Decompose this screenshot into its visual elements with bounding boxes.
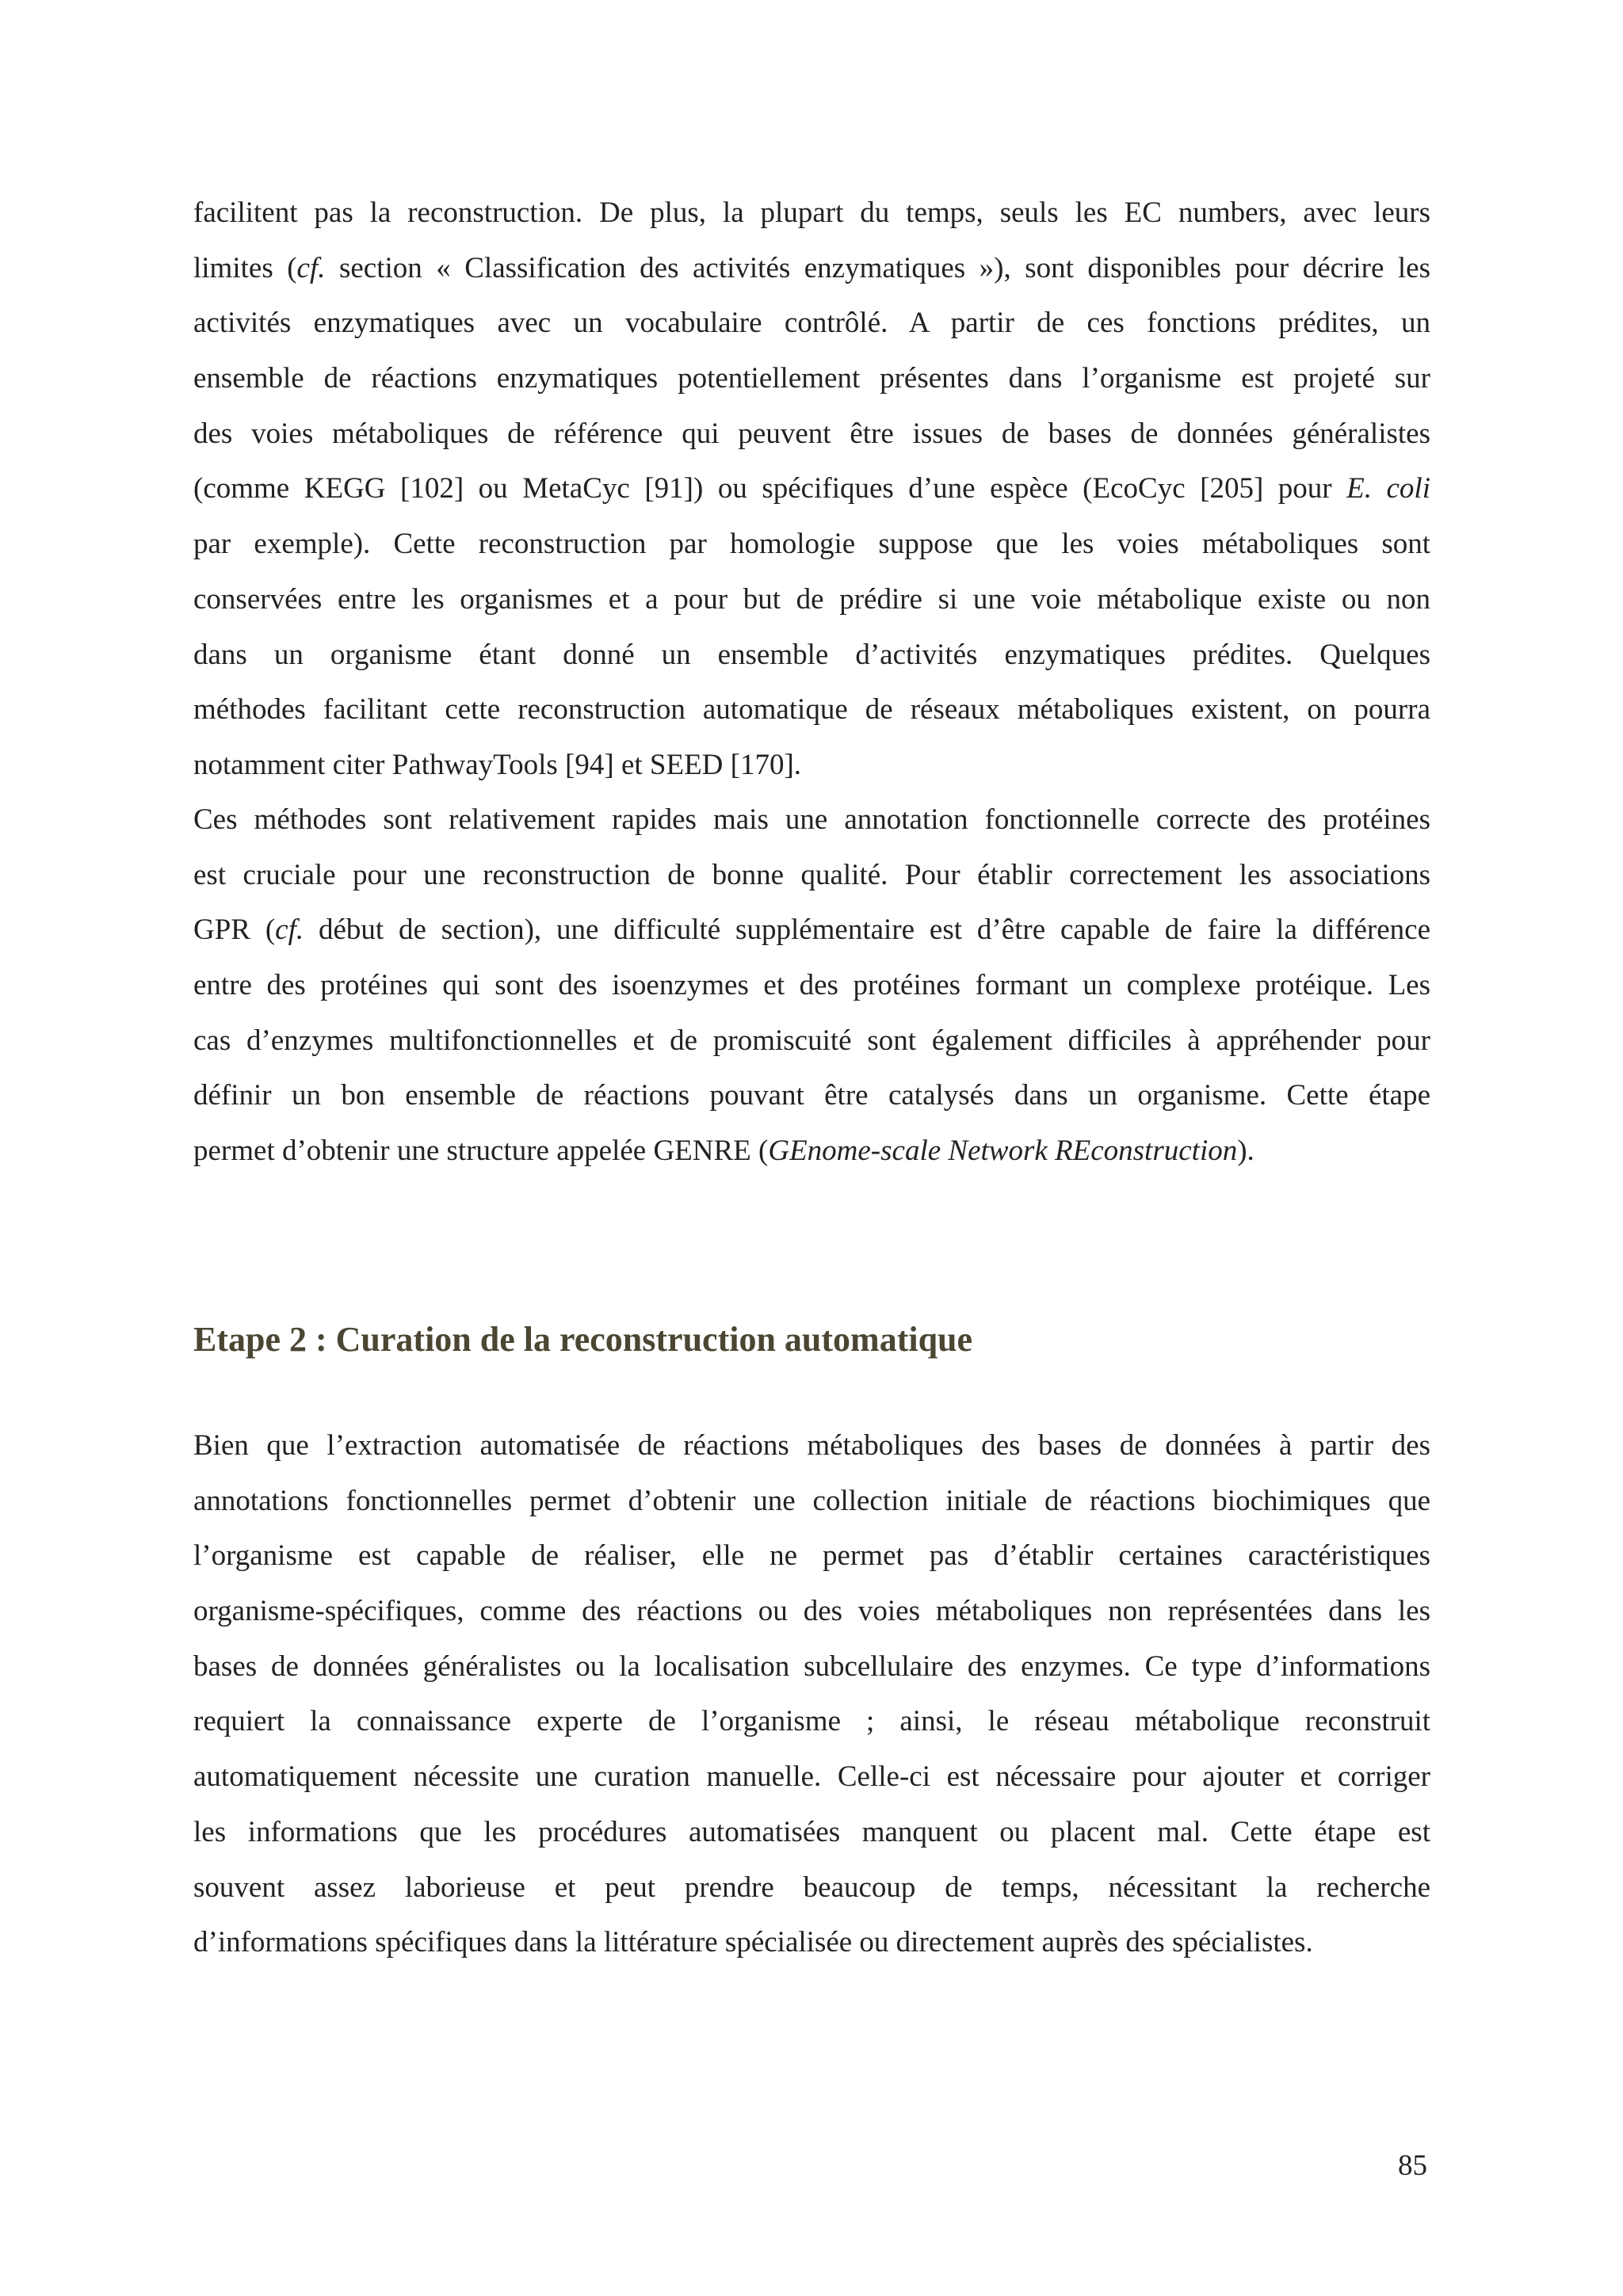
- text-line: par exemple). Cette reconstruction par homologie suppose que les voies métaboliques sont: [193, 528, 1430, 561]
- text-line: [193, 241, 1430, 296]
- text-line: des voies métaboliques de référence qui peuvent être issues de bases de données généralistes: [193, 417, 1430, 450]
- text-line: [193, 1123, 1430, 1179]
- text-line: Ces méthodes sont relativement rapides mais une annotation fonctionnelle correcte des protéines: [193, 803, 1430, 836]
- text-line: organisme-spécifiques, comme des réactions ou des voies métaboliques non représentées dans les: [193, 1595, 1430, 1628]
- text-line: dans un organisme étant donné un ensemble d’activités enzymatiques prédites. Quelques: [193, 638, 1430, 671]
- text-run: début de section), une difficulté supplémentaire est d’être capable de faire la différence: [304, 913, 1430, 947]
- text-line: Bien que l’extraction automatisée de réactions métaboliques des bases de données à partir des: [193, 1429, 1430, 1462]
- paragraph-annotation-fonctionnelle: [193, 792, 1430, 1179]
- text-line: [193, 461, 1430, 517]
- page-number: 85: [1398, 2149, 1427, 2182]
- text-line: bases de données généralistes ou la localisation subcellulaire des enzymes. Ce type d’informations: [193, 1650, 1430, 1683]
- text-line: l’organisme est capable de réaliser, elle ne permet pas d’établir certaines caractéristiques: [193, 1539, 1430, 1573]
- text-line: requiert la connaissance experte de l’organisme ; ainsi, le réseau métabolique reconstruit: [193, 1705, 1430, 1738]
- text-line: activités enzymatiques avec un vocabulaire contrôlé. A partir de ces fonctions prédites, un: [193, 307, 1430, 340]
- italic-text: cf.: [296, 251, 326, 284]
- text-run: GPR (: [193, 913, 276, 947]
- italic-text: E. coli: [1346, 472, 1430, 505]
- text-line: [193, 902, 1430, 958]
- text-run: ).: [1237, 1135, 1254, 1168]
- text-line: les informations que les procédures automatisées manquent ou placent mal. Cette étape est: [193, 1815, 1430, 1848]
- text-line: d’informations spécifiques dans la littérature spécialisée ou directement auprès des spécialistes.: [193, 1926, 1313, 1959]
- text-run: limites (: [193, 251, 297, 284]
- text-line: entre des protéines qui sont des isoenzymes et des protéines formant un complexe protéique. Les: [193, 969, 1430, 1002]
- paragraph-curation: [193, 1418, 1430, 1970]
- text-run: section « Classification des activités enzymatiques »), sont disponibles pour décrire les: [325, 251, 1430, 284]
- paragraph-reconstruction-automatique: [193, 185, 1430, 793]
- text-line: définir un bon ensemble de réactions pouvant être catalysés dans un organisme. Cette étape: [193, 1079, 1430, 1112]
- text-line: méthodes facilitant cette reconstruction automatique de réseaux métaboliques existent, on pourra: [193, 693, 1430, 727]
- text-line: automatiquement nécessite une curation manuelle. Celle-ci est nécessaire pour ajouter et corriger: [193, 1760, 1430, 1794]
- italic-text: GEnome-scale Network REconstruction: [768, 1135, 1238, 1168]
- text-line: annotations fonctionnelles permet d’obtenir une collection initiale de réactions biochimiques que: [193, 1484, 1430, 1517]
- text-line: cas d’enzymes multifonctionnelles et de promiscuité sont également difficiles à appréhender pour: [193, 1024, 1430, 1057]
- section-heading: Etape 2 : Curation de la reconstruction automatique: [193, 1320, 973, 1359]
- text-line: conservées entre les organismes et a pour but de prédire si une voie métabolique existe ou non: [193, 582, 1430, 616]
- text-run: permet d’obtenir une structure appelée GENRE (: [193, 1135, 769, 1168]
- italic-text: cf.: [275, 913, 304, 947]
- text-run: (comme KEGG [102] ou MetaCyc [91]) ou spécifiques d’une espèce (EcoCyc [205] pour: [193, 472, 1347, 505]
- text-line: souvent assez laborieuse et peut prendre beaucoup de temps, nécessitant la recherche: [193, 1871, 1430, 1904]
- text-line: est cruciale pour une reconstruction de bonne qualité. Pour établir correctement les associations: [193, 858, 1430, 891]
- text-line: ensemble de réactions enzymatiques potentiellement présentes dans l’organisme est projeté sur: [193, 362, 1430, 395]
- text-line: facilitent pas la reconstruction. De plus, la plupart du temps, seuls les EC numbers, avec leurs: [193, 196, 1430, 229]
- text-line: notamment citer PathwayTools [94] et SEED [170].: [193, 748, 802, 781]
